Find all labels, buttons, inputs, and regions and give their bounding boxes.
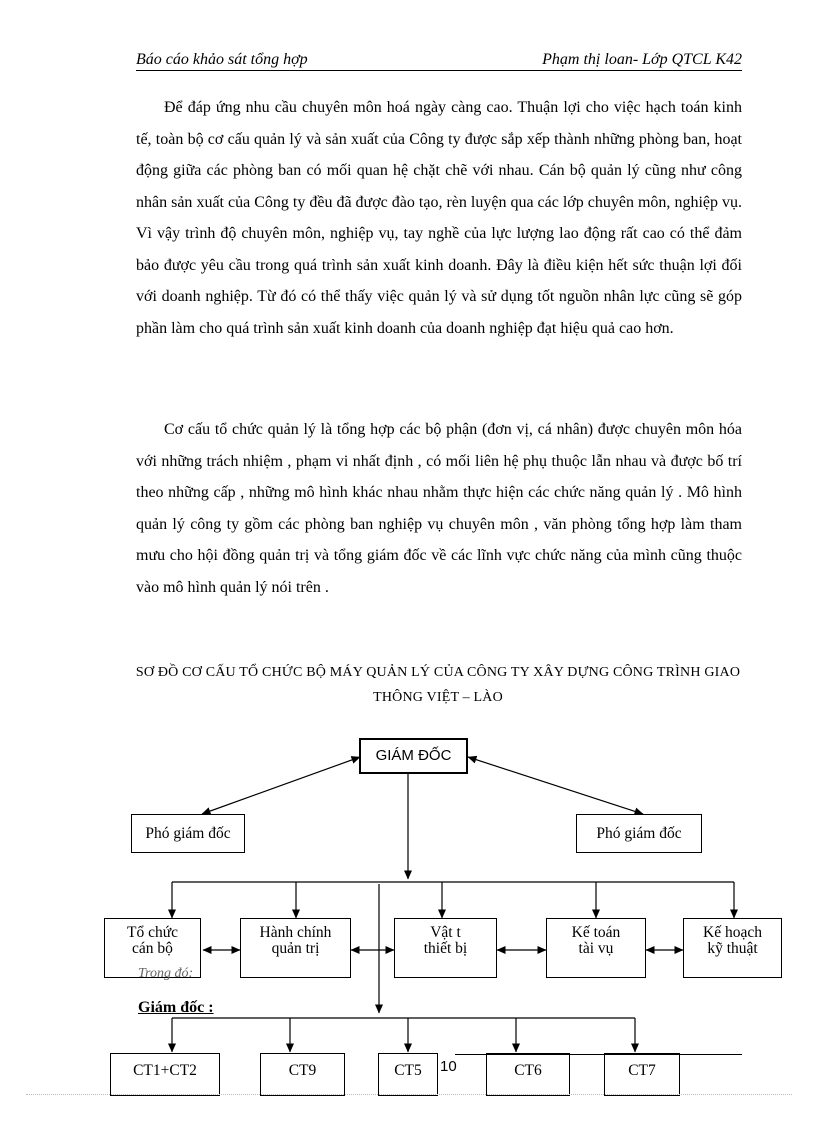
- department-name: thiết bị: [423, 940, 468, 957]
- paragraph-structure: Cơ cấu tổ chức quản lý là tổng hợp các bộ phận (đơn vị, cá nhân) được chuyên môn hóa với những trách nhiệm , phạm vi nhất định , có mối liên hệ phụ thuộc lẫn nhau và được bố trí theo những cấp , những mô hình khác nhau nhằm thực hiện các chức năng quản lý . Mô hình quản lý công ty gồm các phòng ban nghiệp vụ chuyên môn , văn phòng tổng hợp làm tham mưu cho hội đồng quản trị và tổng giám đốc về các lĩnh vực chức năng của mình cũng thuộc vào mô hình quản lý nói trên .: [136, 421, 742, 596]
- department-box: [240, 918, 351, 978]
- header-report-title: Báo cáo khảo sát tổng hợp: [136, 51, 308, 68]
- department-name: Tổ chức: [126, 924, 178, 941]
- director-label: GIÁM ĐỐC: [375, 747, 452, 764]
- unit-box: [604, 1053, 680, 1096]
- department-name: kỹ thuật: [707, 940, 758, 957]
- department-name: tài vụ: [578, 940, 614, 957]
- department-name: cán bộ: [132, 940, 173, 957]
- deputy-left-label: Phó giám đốc: [145, 824, 231, 842]
- arrow-director-deputy-right: [468, 757, 643, 814]
- department-box: [546, 918, 646, 978]
- unit-box: [260, 1053, 345, 1096]
- department-name: Kế hoạch: [703, 924, 762, 941]
- director-box: [359, 738, 468, 774]
- department-box: [683, 918, 782, 978]
- paragraph-intro: Để đáp ứng nhu cầu chuyên môn hoá ngày càng cao. Thuận lợi cho việc hạch toán kinh tế, toàn bộ cơ cấu quản lý và sản xuất của Công ty được sắp xếp thành những phòng ban, hoạt động giữa các phòng ban có mối quan hệ chặt chẽ với nhau. Cán bộ quản lý cũng như công nhân sản xuất của Công ty đều đã được đào tạo, rèn luyện qua các lớp chuyên môn, nghiệp vụ. Vì vậy trình độ chuyên môn, nghiệp vụ, tay nghề của lực lượng lao động rất cao có thể đảm bảo được yêu cầu trong quá trình sản xuất kinh doanh. Đây là điều kiện hết sức thuận lợi đối với doanh nghiệp. Từ đó có thể thấy việc quản lý và sử dụng tốt nguồn nhân lực cũng sẽ góp phần làm cho quá trình sản xuất kinh doanh của doanh nghiệp đạt hiệu quả cao hơn.: [136, 99, 742, 337]
- unit-box: [378, 1053, 438, 1096]
- arrow-director-deputy-left: [202, 757, 360, 814]
- trong-do-label: Trong đó:: [138, 966, 194, 981]
- unit-label: CT6: [514, 1062, 542, 1079]
- deputy-right-label: Phó giám đốc: [596, 824, 682, 842]
- department-box: [394, 918, 497, 978]
- page-bottom-dotted-edge: [26, 1094, 792, 1095]
- deputy-director-left-box: [131, 814, 245, 853]
- department-name: Vật t: [430, 924, 461, 941]
- deputy-director-right-box: [576, 814, 702, 853]
- page-number: 10: [440, 1058, 457, 1075]
- unit-label: CT5: [394, 1062, 422, 1079]
- unit-label: CT9: [288, 1062, 317, 1079]
- unit-box: [486, 1053, 570, 1096]
- giam-doc-heading: Giám đốc :: [138, 999, 214, 1016]
- department-name: Kế toán: [571, 924, 621, 941]
- department-name: quản trị: [271, 940, 320, 957]
- unit-label: CT7: [628, 1062, 656, 1079]
- footer-rule: [455, 1054, 742, 1055]
- unit-label: CT1+CT2: [133, 1062, 197, 1079]
- unit-box: [110, 1053, 220, 1096]
- header-author: Phạm thị loan- Lớp QTCL K42: [542, 51, 742, 68]
- department-name: Hành chính: [259, 924, 332, 941]
- org-chart-title: SƠ ĐỒ CƠ CẤU TỔ CHỨC BỘ MÁY QUẢN LÝ CỦA CÔNG TY XÂY DỰNG CÔNG TRÌNH GIAO THÔNG VIỆT – LÀO: [135, 665, 741, 705]
